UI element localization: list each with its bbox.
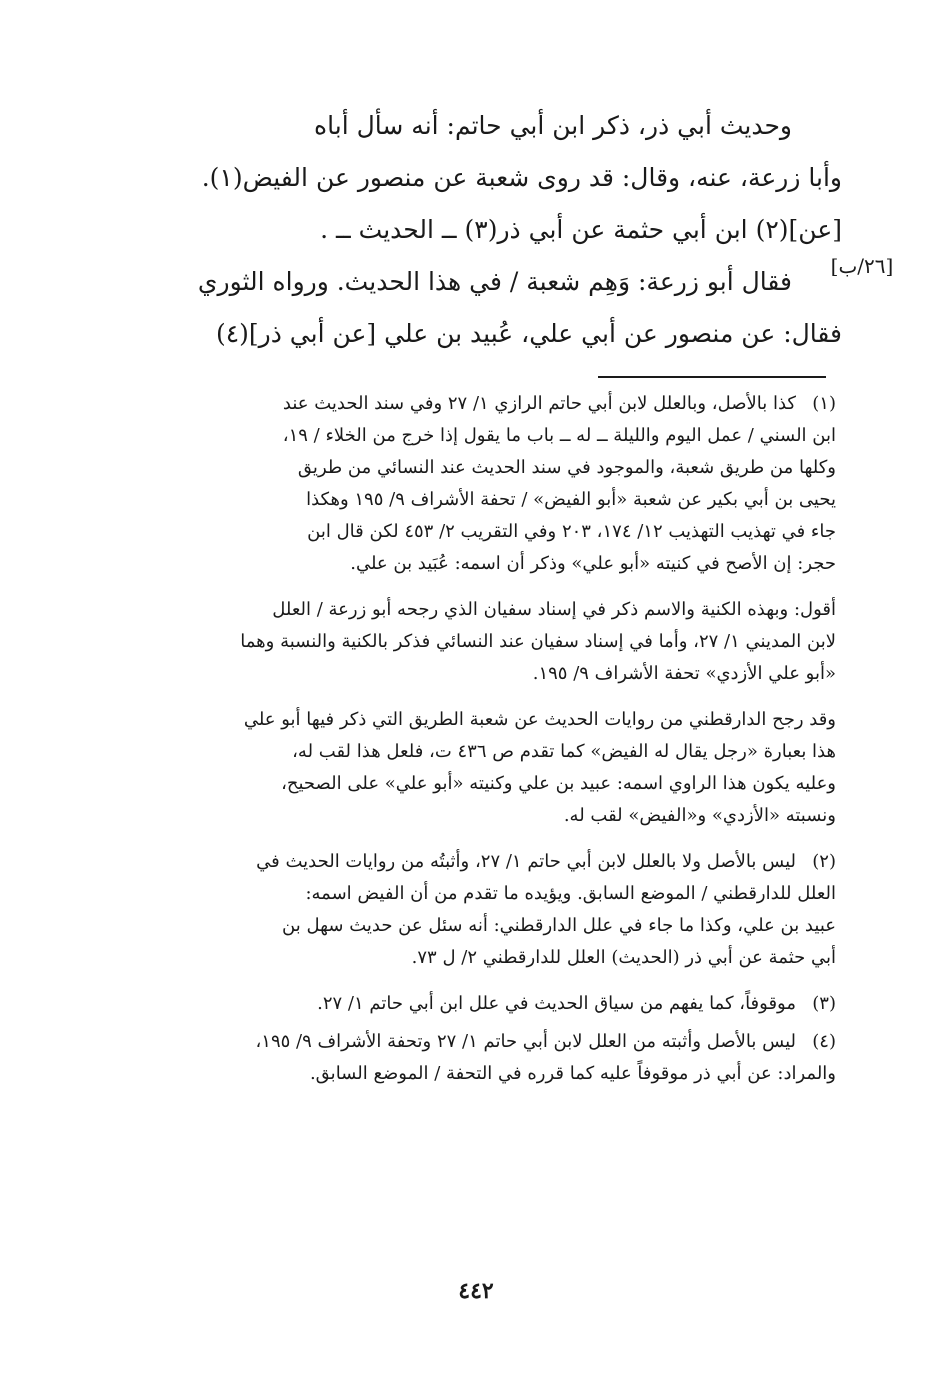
footnote-line: جاء في تهذيب التهذيب ١٢/ ١٧٤، ٢٠٣ وفي التقريب ٢/ ٤٥٣ لكن قال ابن — [307, 521, 836, 542]
footnote-line: العلل للدارقطني / الموضع السابق. ويؤيده ما تقدم من أن الفيض اسمه: — [305, 883, 836, 904]
footnote-line: أبي حثمة عن أبي ذر (الحديث) العلل للدارقطني ٢/ ل ٧٣. — [411, 947, 836, 968]
footnote-line: وعليه يكون هذا الراوي اسمه: عبيد بن علي وكنيته «أبو علي» على الصحيح، — [281, 773, 836, 794]
footnote-line: «أبو علي الأزدي» تحفة الأشراف ٩/ ١٩٥. — [532, 663, 836, 684]
footnote-line: حجر: إن الأصح في كنيته «أبو علي» وذكر أن اسمه: عُبَيد بن علي. — [350, 553, 836, 574]
main-line: [عن](٢) ابن أبي حثمة عن أبي ذر(٣) ــ الحديث ــ . — [320, 215, 842, 244]
footnote-paragraph — [118, 704, 836, 832]
footnote-number: (٤) — [812, 1031, 836, 1052]
margin-folio-reference: [٢٦/ب] — [830, 254, 894, 278]
footnote-number: (٢) — [812, 851, 836, 872]
footnote-line: وكلها من طريق شعبة، والموجود في سند الحديث عند النسائي من طريق — [297, 457, 836, 478]
footnote — [118, 988, 836, 1020]
footnote-line: ونسبته «الأزدي» و«الفيض» لقب له. — [563, 805, 836, 826]
footnote — [118, 388, 836, 580]
main-line: فقال أبو زرعة: وَهِم شعبة / في هذا الحديث. ورواه الثوري — [197, 267, 792, 296]
footnote-number: (١) — [812, 393, 836, 414]
footnote-line: والمراد: عن أبي ذر موقوفاً عليه كما قرره في التحفة / الموضع السابق. — [309, 1063, 836, 1084]
footnote-line: عبيد بن علي، وكذا ما جاء في علل الدارقطني: أنه سئل عن حديث سهل بن — [282, 915, 836, 936]
main-line: فقال: عن منصور عن أبي علي، عُبيد بن علي [عن أبي ذر](٤) — [215, 319, 842, 348]
footnote-number: (٣) — [812, 993, 836, 1014]
main-line: وحديث أبي ذر، ذكر ابن أبي حاتم: أنه سأل أباه — [314, 111, 792, 140]
footnote-divider — [598, 376, 826, 378]
footnote-line — [118, 988, 836, 1020]
footnote-line: لابن المديني ١/ ٢٧، وأما في إسناد سفيان عند النسائي فذكر بالكنية والنسبة وهما — [240, 631, 836, 652]
footnote-line — [118, 846, 836, 878]
footnote-line: وقد رجح الدارقطني من روايات الحديث عن شعبة الطريق التي ذكر فيها أبو علي — [243, 709, 836, 730]
footnote-text: كذا بالأصل، وبالعلل لابن أبي حاتم الرازي ١/ ٢٧ وفي سند الحديث عند — [282, 393, 796, 414]
footnote — [118, 1026, 836, 1090]
footnote-text: ليس بالأصل ولا بالعلل لابن أبي حاتم ١/ ٢٧، وأثبتُه من روايات الحديث في — [256, 851, 796, 872]
footnote — [118, 846, 836, 974]
footnote-text: موقوفاً، كما يفهم من سياق الحديث في علل ابن أبي حاتم ١/ ٢٧. — [317, 993, 796, 1014]
page-number: ٤٤٢ — [458, 1278, 494, 1304]
footnote-line: ابن السني / عمل اليوم والليلة ــ له ــ باب ما يقول إذا خرج من الخلاء / ١٩، — [282, 425, 836, 446]
main-line: وأبا زرعة، عنه، وقال: قد روى شعبة عن منصور عن الفيض(١). — [201, 163, 842, 192]
footnote-paragraph — [118, 594, 836, 690]
footnote-line — [118, 1026, 836, 1058]
footnote-line: أقول: وبهذه الكنية والاسم ذكر في إسناد سفيان الذي رجحه أبو زرعة / العلل — [272, 599, 836, 620]
main-text-block — [120, 100, 842, 360]
footnote-text: ليس بالأصل وأثبته من العلل لابن أبي حاتم ١/ ٢٧ وتحفة الأشراف ٩/ ١٩٥، — [255, 1031, 796, 1052]
footnote-line: يحيى بن أبي بكير عن شعبة «أبو الفيض» / تحفة الأشراف ٩/ ١٩٥ وهكذا — [306, 489, 836, 510]
footnote-line — [118, 388, 836, 420]
footnote-line: هذا بعبارة «رجل يقال له الفيض» كما تقدم ص ٤٣٦ ت، فلعل هذا لقب له، — [292, 741, 836, 762]
footnotes-block — [118, 388, 836, 1104]
